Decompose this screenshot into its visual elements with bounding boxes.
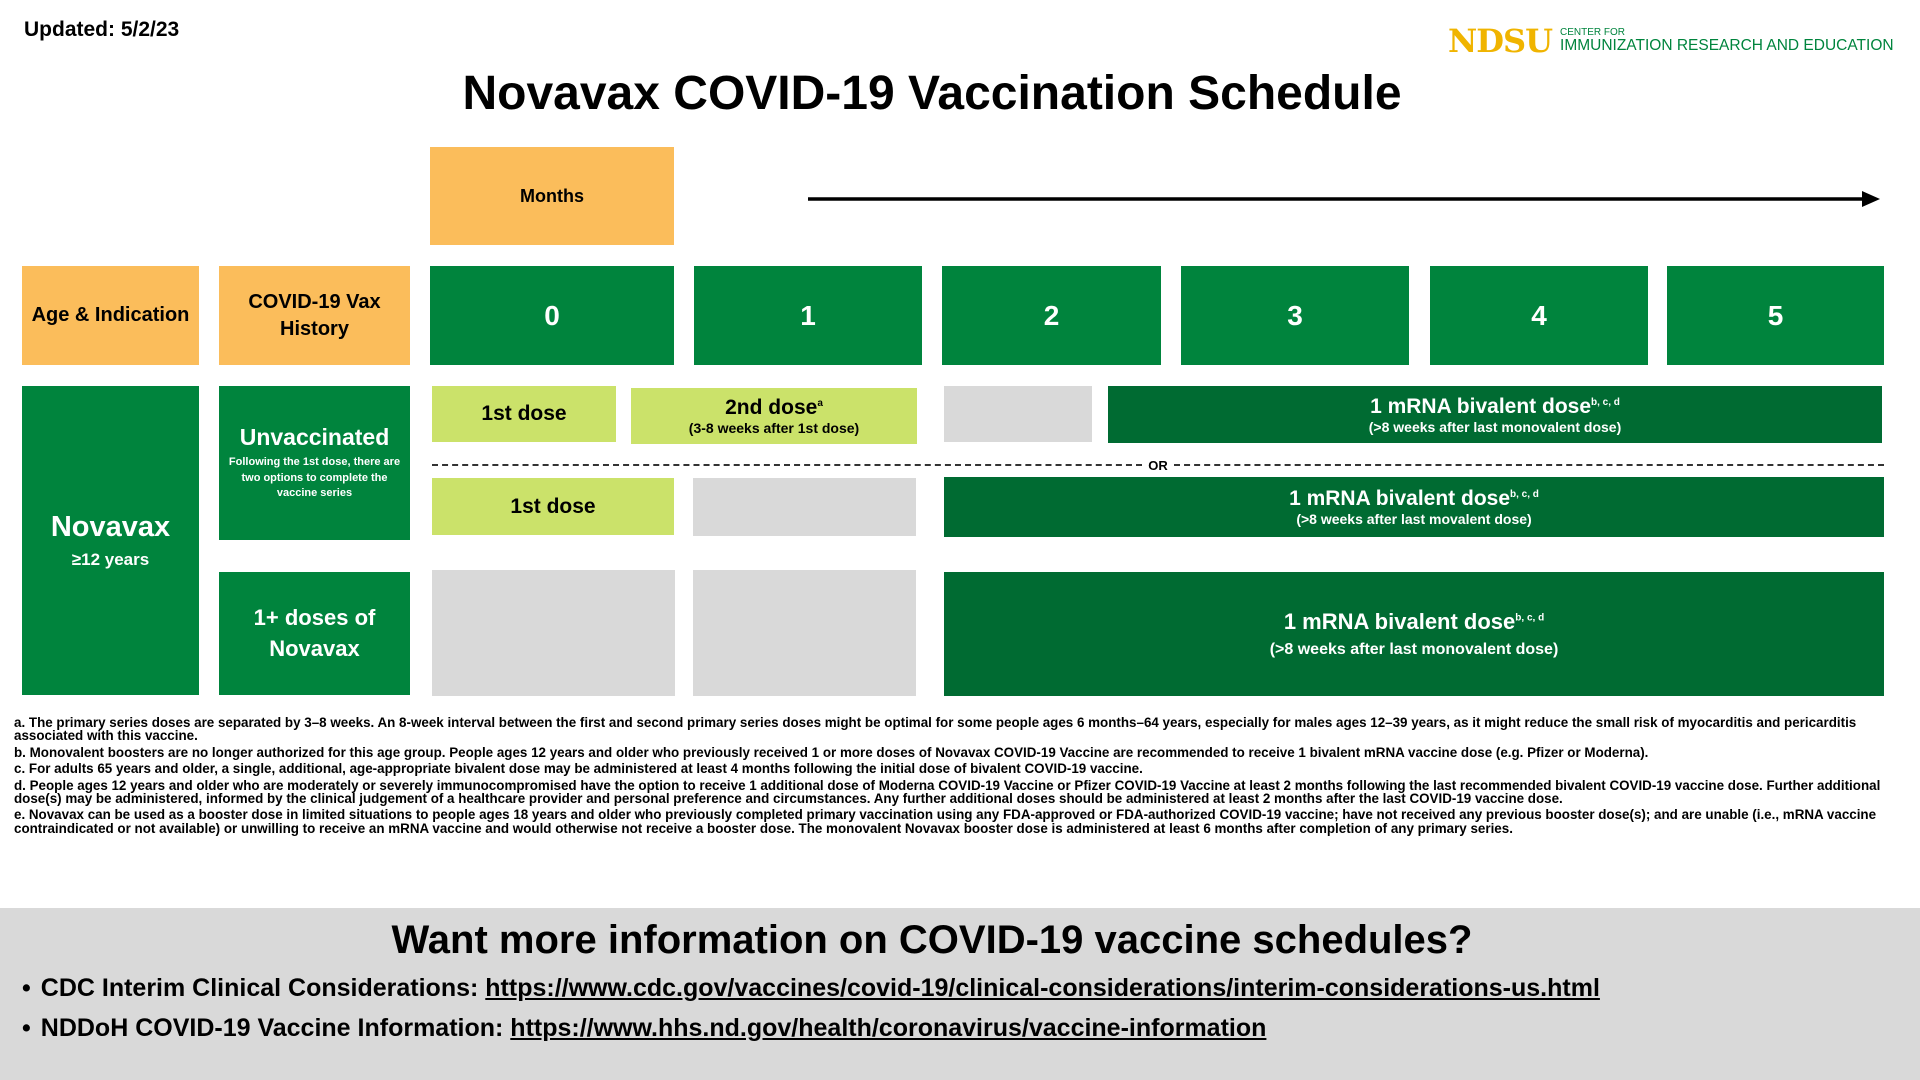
opt1-empty-cell bbox=[944, 386, 1092, 442]
month-3: 3 bbox=[1181, 266, 1409, 365]
footnote-d: d. People ages 12 years and older who are moderately or severely immunocompromised have the option to receive 1 additional dose of Moderna COVID-19 Vaccine or Pfizer COVID-19 Vaccine at least 2 months following the last recommended bivalent COVID-19 vaccine dose. Further additional dose(s) may be administered, informed by the clinical judgement of a healthcare provider and personal preference and circumstances. Any further additional doses should be administered at least 2 months after the last COVID-19 vaccine dose. bbox=[14, 777, 1881, 807]
footnotes bbox=[14, 716, 1906, 838]
month-1: 1 bbox=[694, 266, 922, 365]
more-info-title: Want more information on COVID-19 vaccine schedules? bbox=[391, 918, 1473, 962]
months-label: Months bbox=[430, 147, 674, 245]
cdc-link[interactable]: https://www.cdc.gov/vaccines/covid-19/clinical-considerations/interim-considerations-us.html bbox=[485, 974, 1600, 1002]
header-vax-history: COVID-19 Vax History bbox=[219, 266, 410, 365]
or-dash-right bbox=[1174, 464, 1884, 466]
opt3-empty-cell-2 bbox=[693, 570, 916, 696]
opt1-bivalent bbox=[1108, 386, 1882, 443]
opt1-bivalent-sub: (>8 weeks after last monovalent dose) bbox=[1368, 418, 1622, 435]
opt2-bivalent-title: 1 mRNA bivalent dose$^{b, c, d}$ bbox=[1289, 487, 1539, 510]
opt1-dose2-sub: (3-8 weeks after 1st dose) bbox=[688, 420, 860, 436]
more-info-label-cdc: CDC Interim Clinical Considerations: bbox=[40, 974, 486, 1002]
opt3-bivalent bbox=[944, 572, 1884, 696]
updated-date: Updated: 5/2/23 bbox=[24, 18, 180, 41]
opt3-bivalent-title: 1 mRNA bivalent dose$^{b, c, d}$ bbox=[1283, 609, 1545, 634]
footnote-c: c. For adults 65 years and older, a single, additional, age-appropriate bivalent dose may be administered at least 4 months following the initial dose of bivalent COVID-19 vaccine. bbox=[14, 761, 1143, 777]
logo-line-2: IMMUNIZATION RESEARCH AND EDUCATION bbox=[1560, 37, 1894, 55]
opt3-empty-cell-1 bbox=[432, 570, 675, 696]
history-unvaccinated-title: Unvaccinated bbox=[239, 423, 390, 450]
opt2-bivalent bbox=[944, 477, 1884, 537]
opt2-dose1: 1st dose bbox=[432, 478, 674, 535]
more-info-item-cdc bbox=[22, 974, 1600, 1003]
opt1-bivalent-title: 1 mRNA bivalent dose$^{b, c, d}$ bbox=[1370, 394, 1620, 418]
or-label: OR bbox=[1148, 457, 1168, 473]
bullet-icon: • bbox=[22, 1014, 31, 1042]
footnote-b: b. Monovalent boosters are no longer authorized for this age group. People ages 12 years and older who previously received 1 or more doses of Novavax COVID-19 Vaccine are recommended to receive 1 bivalent mRNA vaccine dose (e.g. Pfizer or Moderna). bbox=[14, 744, 1649, 760]
footnote-a: a. The primary series doses are separated by 3–8 weeks. An 8-week interval between the first and second primary series doses might be optimal for some people ages 6 months–64 years, especially for males ages 12–39 years, as it might reduce the small risk of myocarditis and pericarditis associated with this vaccine. bbox=[14, 715, 1857, 744]
more-info-item-nddoh bbox=[22, 1014, 1266, 1043]
ndsu-logo bbox=[1448, 24, 1898, 58]
more-info-label-nddoh: NDDoH COVID-19 Vaccine Information: bbox=[40, 1014, 511, 1042]
nddoh-link[interactable]: https://www.hhs.nd.gov/health/coronavirus/vaccine-information bbox=[510, 1014, 1267, 1042]
bullet-icon: • bbox=[22, 974, 31, 1002]
group-name: Novavax bbox=[50, 511, 171, 543]
more-info-panel bbox=[0, 908, 1920, 1080]
history-prior-novavax: 1+ doses of Novavax bbox=[219, 572, 410, 695]
footnote-e: e. Novavax can be used as a booster dose in limited situations to people ages 18 years and older who previously completed primary vaccination using any FDA-approved or FDA-authorized COVID-19 vaccine; have not received any previous booster dose(s); and are unable (i.e., mRNA vaccine contraindicated or not available) or unwilling to receive an mRNA vaccine and would otherwise not receive a booster dose. The monovalent Novavax booster dose is administered at least 6 months after completion of any primary series. bbox=[14, 807, 1877, 836]
opt3-bivalent-sub: (>8 weeks after last monovalent dose) bbox=[1269, 641, 1559, 658]
history-unvaccinated bbox=[219, 386, 410, 540]
timeline-arrow-icon bbox=[808, 190, 1880, 208]
group-age: ≥12 years bbox=[71, 550, 150, 569]
logo-line-1: CENTER FOR bbox=[1560, 27, 1626, 39]
opt1-dose2 bbox=[631, 388, 917, 444]
page-title: Novavax COVID-19 Vaccination Schedule bbox=[462, 67, 1402, 120]
logo-mark: NDSU bbox=[1448, 22, 1553, 60]
month-5: 5 bbox=[1667, 266, 1884, 365]
header-age-indication: Age & Indication bbox=[22, 266, 199, 365]
opt1-dose2-title: 2nd dose$^a$ bbox=[725, 396, 823, 419]
month-0: 0 bbox=[430, 266, 674, 365]
history-unvaccinated-note: Following the 1st dose, there are two options to complete the vaccine series bbox=[228, 455, 401, 500]
opt2-empty-cell bbox=[693, 478, 916, 536]
or-divider bbox=[432, 455, 1884, 475]
logo-org bbox=[1560, 28, 1894, 54]
or-dash-left bbox=[432, 464, 1142, 466]
opt1-dose1: 1st dose bbox=[432, 386, 616, 442]
month-2: 2 bbox=[942, 266, 1161, 365]
opt2-bivalent-sub: (>8 weeks after last movalent dose) bbox=[1296, 511, 1532, 527]
group-novavax bbox=[22, 386, 199, 695]
month-4: 4 bbox=[1430, 266, 1648, 365]
